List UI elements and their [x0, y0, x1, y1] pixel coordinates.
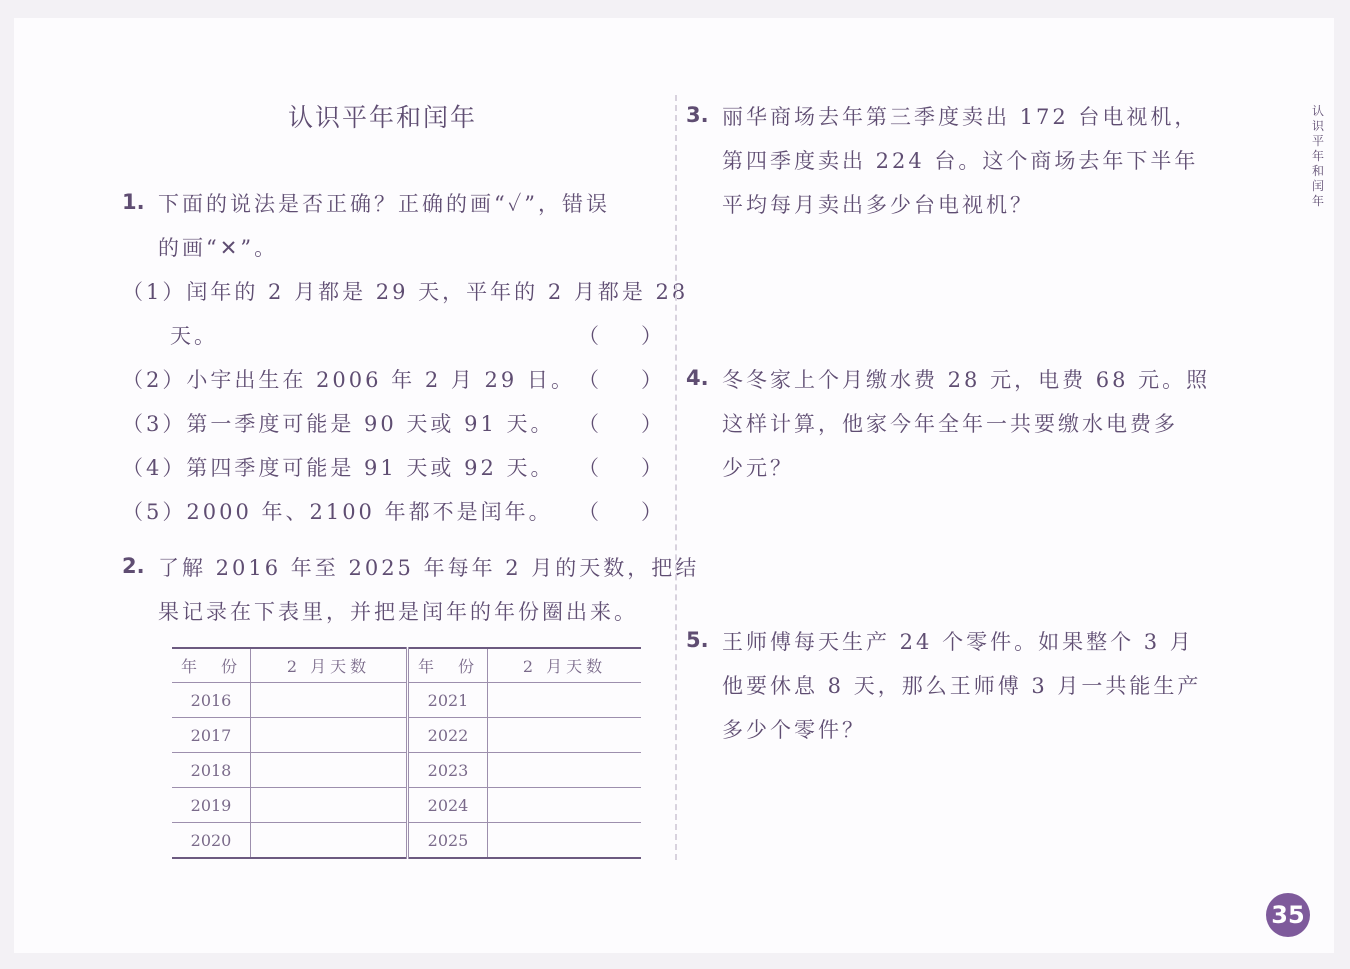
q4-text-line3: 少元？ [722, 456, 794, 480]
q2-text-line2: 果记录在下表里，并把是闰年的年份圈出来。 [158, 600, 638, 624]
q4-text-line1: 冬冬家上个月缴水费 28 元，电费 68 元。照 [722, 368, 1211, 392]
q1-item-5-answer-blank[interactable]: （ ） [578, 500, 662, 524]
q3-text-line3: 平均每月卖出多少台电视机？ [722, 193, 1034, 217]
q1-item-3: （3）第一季度可能是 90 天或 91 天。 [122, 412, 555, 436]
table-row [172, 753, 641, 788]
q1-item-4: （4）第四季度可能是 91 天或 92 天。 [122, 456, 555, 480]
table-header-days-left: 2 月天数 [251, 648, 408, 683]
year-cell: 2020 [172, 823, 251, 859]
q3-text-line2: 第四季度卖出 224 台。这个商场去年下半年 [722, 149, 1199, 173]
year-cell: 2021 [408, 683, 488, 718]
year-cell: 2022 [408, 718, 488, 753]
side-section-title: 认识平年和闰年 [1311, 104, 1324, 208]
days-input-cell[interactable] [488, 718, 642, 753]
year-cell: 2016 [172, 683, 251, 718]
table-header-days-right: 2 月天数 [488, 648, 642, 683]
q4-text-line2: 这样计算，他家今年全年一共要缴水电费多 [722, 412, 1178, 436]
year-cell: 2018 [172, 753, 251, 788]
days-input-cell[interactable] [488, 823, 642, 859]
q1-number: 1. [122, 190, 145, 214]
table-row [172, 823, 641, 859]
february-days-table [172, 647, 641, 859]
q3-text-line1: 丽华商场去年第三季度卖出 172 台电视机， [722, 105, 1199, 129]
table-row [172, 788, 641, 823]
q3-number: 3. [686, 103, 709, 127]
column-divider [675, 95, 677, 860]
year-cell: 2017 [172, 718, 251, 753]
year-cell: 2024 [408, 788, 488, 823]
days-input-cell[interactable] [251, 788, 408, 823]
q1-text-line2: 的画“✕”。 [158, 236, 279, 260]
page-number-badge: 35 [1266, 893, 1310, 937]
q1-item-5: （5）2000 年、2100 年都不是闰年。 [122, 500, 553, 524]
days-input-cell[interactable] [251, 823, 408, 859]
table-row [172, 683, 641, 718]
q1-item-4-answer-blank[interactable]: （ ） [578, 456, 662, 480]
days-input-cell[interactable] [488, 788, 642, 823]
year-cell: 2019 [172, 788, 251, 823]
q5-text-line1: 王师傅每天生产 24 个零件。如果整个 3 月 [722, 630, 1194, 654]
page-title: 认识平年和闰年 [288, 103, 478, 132]
q5-number: 5. [686, 628, 709, 652]
q1-item-1-answer-blank[interactable]: （ ） [578, 324, 662, 348]
days-input-cell[interactable] [488, 683, 642, 718]
days-input-cell[interactable] [251, 683, 408, 718]
q1-item-3-answer-blank[interactable]: （ ） [578, 412, 662, 436]
q2-text-line1: 了解 2016 年至 2025 年每年 2 月的天数，把结 [158, 556, 700, 580]
q1-item-1: （1）闰年的 2 月都是 29 天，平年的 2 月都是 28 [122, 280, 689, 304]
days-input-cell[interactable] [488, 753, 642, 788]
q5-text-line3: 多少个零件？ [722, 718, 866, 742]
q1-item-2: （2）小宇出生在 2006 年 2 月 29 日。 [122, 368, 575, 392]
q4-number: 4. [686, 366, 709, 390]
q1-text-line1: 下面的说法是否正确？正确的画“✓”，错误 [158, 192, 611, 216]
table-header-year-left: 年 份 [172, 648, 251, 683]
q1-item-2-answer-blank[interactable]: （ ） [578, 368, 662, 392]
q5-text-line2: 他要休息 8 天，那么王师傅 3 月一共能生产 [722, 674, 1202, 698]
q2-number: 2. [122, 554, 145, 578]
year-cell: 2023 [408, 753, 488, 788]
table-row [172, 718, 641, 753]
table-header-year-right: 年 份 [408, 648, 488, 683]
days-input-cell[interactable] [251, 718, 408, 753]
days-input-cell[interactable] [251, 753, 408, 788]
q1-item-1-cont: 天。 [170, 324, 218, 348]
year-cell: 2025 [408, 823, 488, 859]
